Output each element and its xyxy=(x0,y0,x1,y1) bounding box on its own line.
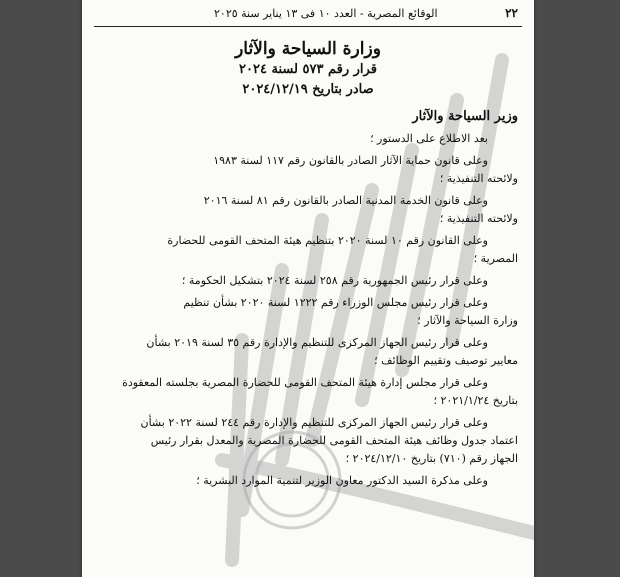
ministry-title: وزارة السياحة والآثار xyxy=(235,39,381,59)
preamble-line: بتاريخ ٢٠٢١/١/٢٤ ؛ xyxy=(433,394,518,407)
preamble-line: وعلى مذكرة السيد الدكتور معاون الوزير لتنمية الموارد البشرية ؛ xyxy=(196,474,488,487)
preamble-line: بعد الاطلاع على الدستور ؛ xyxy=(370,132,488,145)
preamble-line: وعلى قانون الخدمة المدنية الصادر بالقانون رقم ٨١ لسنة ٢٠١٦ xyxy=(203,194,488,207)
preamble-line: وعلى قرار رئيس مجلس الوزراء رقم ١٢٢٢ لسنة ٢٠٢٠ بشأن تنظيم xyxy=(183,296,488,309)
running-head: الوقائع المصرية - العدد ١٠ فى ١٣ يناير سنة ٢٠٢٥ xyxy=(214,7,438,20)
minister-title: وزير السياحة والآثار xyxy=(412,109,518,124)
preamble-line: وزارة السياحة والآثار ؛ xyxy=(417,314,518,327)
preamble-line: وعلى قرار رئيس الجهاز المركزى للتنظيم والإدارة رقم ٢٤٤ لسنة ٢٠٢٢ بشأن xyxy=(140,416,488,429)
header-rule xyxy=(94,26,522,27)
page-header xyxy=(94,4,518,24)
preamble-line: وعلى قانون حماية الآثار الصادر بالقانون رقم ١١٧ لسنة ١٩٨٣ xyxy=(213,154,488,167)
preamble-line: المصرية ؛ xyxy=(473,252,518,265)
preamble-line: ولائحته التنفيذية ؛ xyxy=(439,172,518,185)
decree-body xyxy=(98,36,518,490)
preamble-line: وعلى قرار رئيس الجهاز المركزى للتنظيم والإدارة رقم ٣٥ لسنة ٢٠١٩ بشأن xyxy=(146,336,488,349)
preamble-line: وعلى قرار مجلس إدارة هيئة المتحف القومى للحضارة المصرية بجلسته المعقودة xyxy=(122,376,488,389)
page-number: ٢٢ xyxy=(505,6,518,20)
decree-number: قرار رقم ٥٧٣ لسنة ٢٠٢٤ xyxy=(239,62,377,77)
preamble-line: الجهاز رقم (٧١٠) بتاريخ ٢٠٢٤/١٢/١٠ ؛ xyxy=(345,452,518,465)
preamble-line: اعتماد جدول وظائف هيئة المتحف القومى للحضارة المصرية والمعدل بقرار رئيس xyxy=(150,434,518,447)
decree-date: صادر بتاريخ ٢٠٢٤/١٢/١٩ xyxy=(242,82,374,97)
gazette-page xyxy=(82,0,534,577)
preamble-line: وعلى قرار رئيس الجمهورية رقم ٢٥٨ لسنة ٢٠٢٤ بتشكيل الحكومة ؛ xyxy=(181,274,488,287)
preamble-line: معايير توصيف وتقييم الوظائف ؛ xyxy=(374,354,518,367)
preamble-line: ولائحته التنفيذية ؛ xyxy=(439,212,518,225)
preamble-line: وعلى القانون رقم ١٠ لسنة ٢٠٢٠ بتنظيم هيئة المتحف القومى للحضارة xyxy=(167,234,488,247)
